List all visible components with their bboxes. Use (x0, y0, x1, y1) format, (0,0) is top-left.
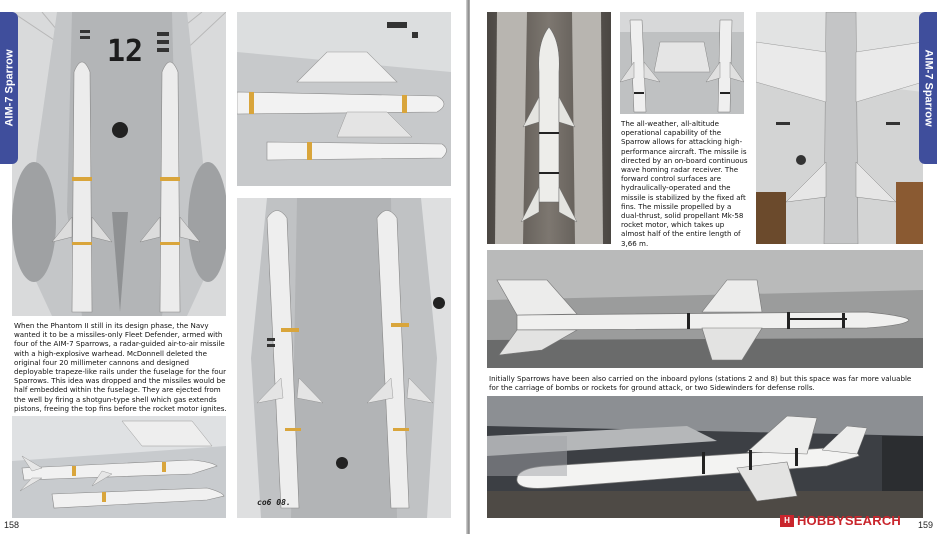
logo-text: HOBBYSEARCH (796, 513, 901, 528)
photo-sparrow-side-full (487, 250, 923, 368)
photo-phantom-belly-sparrows (12, 12, 226, 316)
caption-inboard-pylons: Initially Sparrows have been also carried on the inboard pylons (stations 2 and 8) but this space was far more valuable for the carriage of bombs or rockets for ground attack, or two Sidewinders for defense rolls. (489, 374, 912, 393)
section-tab-label: AIM-7 Sparrow (922, 49, 935, 127)
photo-sparrow-vertical (487, 12, 611, 244)
photo-sparrow-in-hangar (487, 396, 923, 518)
photo-phantom-underside-missiles (237, 198, 451, 518)
logo-mark-icon: H (780, 515, 794, 527)
caption-all-weather: The all-weather, all-altitude operational capability of the Sparrow allows for attacking high-performance aircraft. The missile is directed by an on-board continuous wave homing radar receiver. The forward control surfaces are hydraulically-operated and the missile is stabilized by the fixed aft fins. The missile propelled by a dual-thrust, solid propellant Mk-58 rocket motor, which takes up almost half of the entire length of 3,66 m. (621, 119, 748, 248)
page-number: 158 (4, 520, 20, 530)
photo-missile-wing-detail (237, 12, 451, 186)
left-page (0, 0, 468, 534)
section-tab-label: AIM-7 Sparrow (3, 49, 16, 127)
photo-missiles-side-view (12, 416, 226, 518)
tail-code-marking: co6 08. (257, 498, 291, 507)
right-page (470, 0, 937, 534)
section-tab (919, 12, 937, 164)
photo-sparrow-top-view (756, 12, 923, 244)
page-number: 159 (917, 520, 933, 530)
photo-sparrow-pair-underside (620, 12, 744, 114)
section-tab (0, 12, 18, 164)
aircraft-number-marking: 12 (107, 34, 144, 69)
hobbysearch-logo (780, 513, 901, 528)
caption-phantom-design: When the Phantom II still in its design phase, the Navy wanted it to be a missiles-only Fleet Defender, armed with four of the AIM-7 Sparrows, a radar-guided air-to-air missile with a high-explosive warhead. McDonnell deleted the original four 20 millimeter cannons and designed deployable trapeze-like rails under the fuselage for the four Sparrows. This idea was dropped and the missiles would be half embedded within the fuselage. They are ejected from the well by firing a shotgun-type shell which gas extends pistons, freeing the top fins before the rocket motor ignites. (14, 321, 227, 413)
